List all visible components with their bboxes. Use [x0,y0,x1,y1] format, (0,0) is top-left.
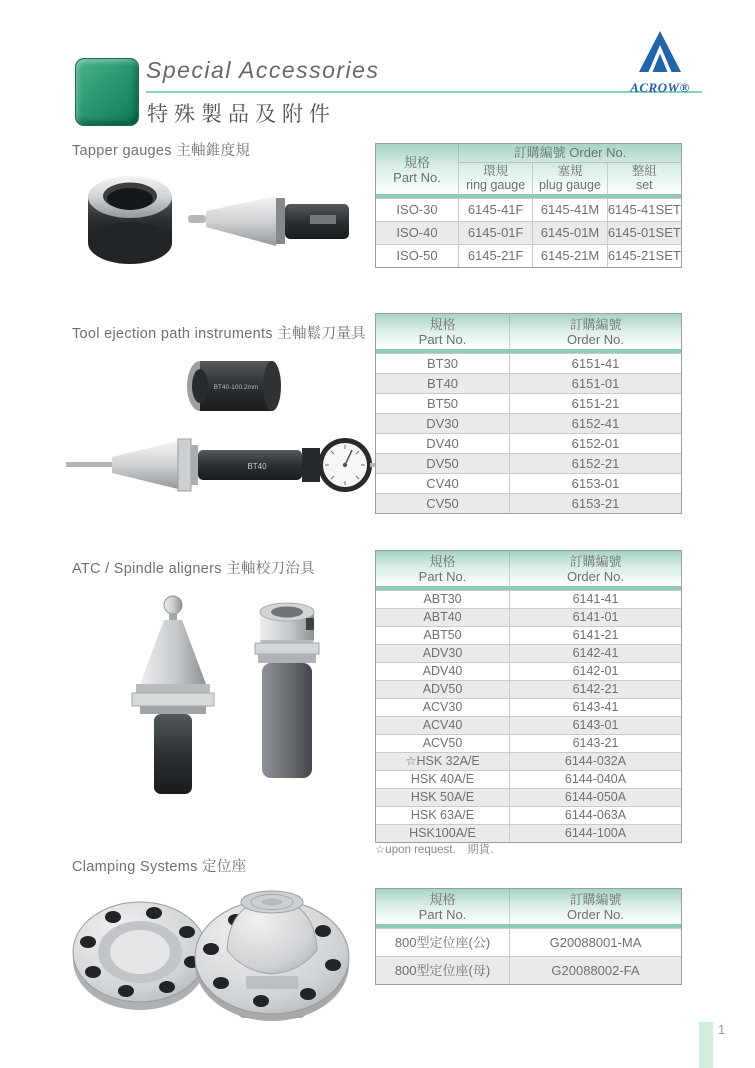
table-cell: CV50 [426,496,459,511]
table-cell: 6152-41 [509,414,681,433]
table-row [376,353,681,373]
table-row [376,928,681,956]
section-label-spindle-aligners: ATC / Spindle aligners 主軸校刀治具 [72,561,315,577]
table-cell: 6153-21 [509,494,681,513]
page-title: Special Accessories [146,57,380,83]
table-cell: 6141-41 [509,591,681,608]
table-cell: ISO-30 [396,202,438,217]
table-cell: 6152-01 [509,434,681,453]
table-cell: ACV50 [422,736,463,750]
table-cell: 6145-21SET [607,245,681,267]
table-cell: 6151-21 [509,394,681,413]
table-cell: 6151-01 [509,374,681,393]
ejection-sleeve-image [183,350,288,422]
table-row [376,788,681,806]
table-cell: ADV30 [422,646,463,660]
table-row [376,221,681,244]
section-label-tapper-gauges: Tapper gauges 主軸錐度規 [72,143,251,159]
table-cell: BT50 [426,396,459,411]
table-cell: HSK100A/E [409,826,476,840]
table-footnote: ☆upon request. 期貨. [375,844,494,856]
table-row [376,413,681,433]
table-cell: ADV50 [422,682,463,696]
table-row [376,608,681,626]
table-row [376,752,681,770]
column-header-set: 整組 set [607,163,681,194]
clamping-systems-table [375,888,682,985]
table-cell: DV30 [426,416,459,431]
table-row [376,662,681,680]
column-header-order-no: 訂購編號 Order No. [509,314,681,349]
table-cell: 6145-41F [458,199,532,221]
tapper-gauges-table [375,143,682,268]
column-header-ring-gauge: 環規 ring gauge [466,164,526,192]
column-header-order-no: 訂購編號 Order No. [509,889,681,924]
table-cell: 6144-040A [509,771,681,788]
table-body [376,198,681,267]
spindle-aligners-image [70,588,360,813]
table-row [376,956,681,984]
table-cell: HSK 63A/E [410,808,475,822]
table-cell: ABT40 [423,610,462,624]
table-cell: 6145-01M [532,222,606,244]
column-header-part-no: 規格 Part No. [418,554,467,584]
table-row [376,493,681,513]
table-cell: ACV40 [422,718,463,732]
table-cell: CV40 [426,476,459,491]
table-body [376,590,681,842]
table-row [376,373,681,393]
page-subtitle: 特殊製品及附件 [147,103,336,126]
table-header [376,889,681,928]
acrow-triangle-icon [637,30,683,74]
page-number: 1 [718,1022,726,1037]
table-cell: 6143-41 [509,699,681,716]
table-cell: G20088001-MA [509,929,681,956]
table-row [376,393,681,413]
table-body [376,353,681,513]
table-row [376,698,681,716]
table-row [376,473,681,493]
table-row [376,734,681,752]
table-row [376,453,681,473]
table-cell: ACV30 [422,700,463,714]
column-header-part-no: 規格 Part No. [418,317,467,347]
table-row [376,716,681,734]
table-cell: 6144-032A [509,753,681,770]
table-cell: 6143-01 [509,717,681,734]
table-cell: 6144-050A [509,789,681,806]
table-cell: 6145-01SET [607,222,681,244]
table-header [376,144,681,198]
ejection-instrument-image [64,420,376,505]
table-cell: 6145-21M [532,245,606,267]
table-cell: 6153-01 [509,474,681,493]
table-row [376,626,681,644]
table-row [376,806,681,824]
table-cell: HSK 50A/E [410,790,475,804]
table-cell: 6152-21 [509,454,681,473]
table-cell: 6145-41M [532,199,606,221]
table-cell: 6143-21 [509,735,681,752]
table-cell: 6145-01F [458,222,532,244]
table-row [376,644,681,662]
column-header-part-no: 規格 Part No. [393,154,441,185]
clamping-systems-image [60,872,365,1024]
table-row [376,433,681,453]
brand-logo [622,30,698,96]
table-row [376,244,681,267]
table-cell: 800型定位座(母) [394,963,491,978]
table-body [376,928,681,984]
column-header-order-no: 訂購編號 Order No. [513,145,627,160]
table-cell: 6142-01 [509,663,681,680]
table-cell: 6142-21 [509,681,681,698]
table-header [376,314,681,353]
table-cell: 800型定位座(公) [394,935,491,950]
tool-ejection-table [375,313,682,514]
table-cell: DV50 [426,456,459,471]
column-header-plug-gauge: 塞規 plug gauge [532,163,606,194]
footer-accent-bar [699,1022,713,1068]
table-cell: 6144-063A [509,807,681,824]
title-underline [146,91,702,93]
table-cell: ABT50 [423,628,462,642]
table-cell: ADV40 [422,664,463,678]
table-cell: 6141-21 [509,627,681,644]
spindle-aligners-table [375,550,682,843]
table-cell: ISO-50 [396,248,438,263]
table-row [376,770,681,788]
column-header-part-no: 規格 Part No. [418,892,467,922]
table-cell: BT30 [426,356,459,371]
table-cell: ABT30 [423,592,462,606]
table-cell: 6145-41SET [607,199,681,221]
column-header-order-no: 訂購編號 Order No. [509,551,681,586]
instrument-label: BT40 [247,462,267,471]
section-color-square [75,58,139,126]
table-cell: DV40 [426,436,459,451]
table-cell: 6141-01 [509,609,681,626]
table-row [376,198,681,221]
table-row [376,824,681,842]
section-label-tool-ejection: Tool ejection path instruments 主軸鬆刀量具 [72,326,366,342]
table-cell: 6145-21F [458,245,532,267]
table-header [376,551,681,590]
table-cell: ISO-40 [396,225,438,240]
table-cell: 6142-41 [509,645,681,662]
table-row [376,680,681,698]
table-row [376,590,681,608]
table-cell: BT40 [426,376,459,391]
tapper-gauges-image [80,163,365,275]
section-label-clamping-systems: Clamping Systems 定位座 [72,859,247,875]
table-cell: 6151-41 [509,354,681,373]
brand-name: ACROW® [630,80,690,95]
table-cell: ☆HSK 32A/E [405,754,480,768]
table-cell: G20088002-FA [509,957,681,984]
sleeve-label: BT40-100.2mm [213,384,259,391]
table-cell: HSK 40A/E [410,772,475,786]
table-cell: 6144-100A [509,825,681,842]
column-group-order-no [458,144,681,194]
